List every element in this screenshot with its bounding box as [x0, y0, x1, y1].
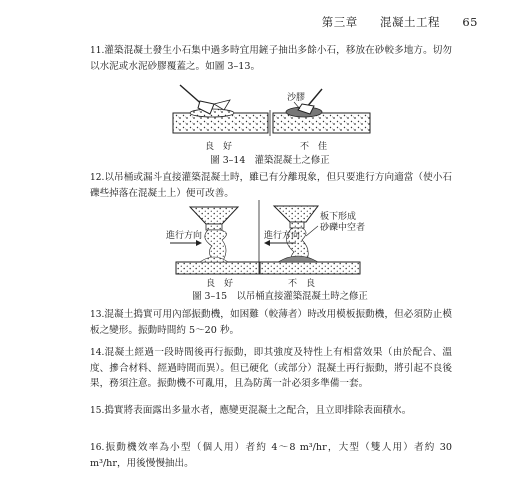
- paragraph-13: 13.混凝土搗實可用內部振動機，如困難（較薄者）時改用模板振動機，但必須防止模板之變形。振動時間約 5～20 秒。: [90, 309, 452, 336]
- fig15-direction-right-label: 進行方向: [264, 231, 301, 241]
- fig14-good-label: 良 好: [205, 142, 233, 152]
- paragraph-11: 11.灌築混凝土發生小石集中過多時宜用鏟子抽出多餘小石，移放在砂較多地方。切勿以水泥或水泥砂膠覆蓋之。如圖 3–13。: [90, 45, 452, 72]
- chapter-label: 第三章: [321, 15, 358, 29]
- fig15-bad-label: 不 良: [288, 279, 316, 289]
- page-number: 65: [462, 15, 478, 29]
- figure-3-15-caption: 圖 3–15 以吊桶直接灌築混凝土時之修正: [192, 291, 368, 302]
- figure-3-14-caption: 圖 3–14 灌築混凝土之修正: [210, 155, 330, 166]
- chapter-title: 混凝土工程: [380, 15, 441, 29]
- fig14-bad-label: 不 佳: [300, 142, 328, 152]
- paragraph-16: 16.振動機效率為小型（個人用）者約 4～8 m³/hr，大型（雙人用）者約 30 m³/hr，用後慢慢抽出。: [90, 442, 452, 469]
- paragraph-15: 15.搗實將表面露出多量水者，應變更混凝土之配合，且立即排除表面積水。: [90, 405, 412, 416]
- fig15-voids-label: 板下形成 砂礫中空者: [320, 212, 366, 233]
- fig15-direction-left-label: 進行方向: [166, 231, 203, 241]
- mortar-label: 沙膠: [287, 93, 306, 103]
- paragraph-14: 14.混凝土經過一段時間後再行振動，即其強度及特性上有相當效果（由於配合、溫度、摻合材料、經過時間而異）。但已硬化（或部分）混凝土再行振動，將引起不良後果，務須注意。振動機不可亂用，且為防萬一計必須多準備一套。: [90, 347, 452, 389]
- fig15-good-label: 良 好: [206, 279, 234, 289]
- paragraph-12: 12.以吊桶或漏斗直接灌築混凝土時，雖已有分離現象，但只要進行方向適當（使小石礫些掉落在混凝土上）便可改善。: [90, 172, 452, 199]
